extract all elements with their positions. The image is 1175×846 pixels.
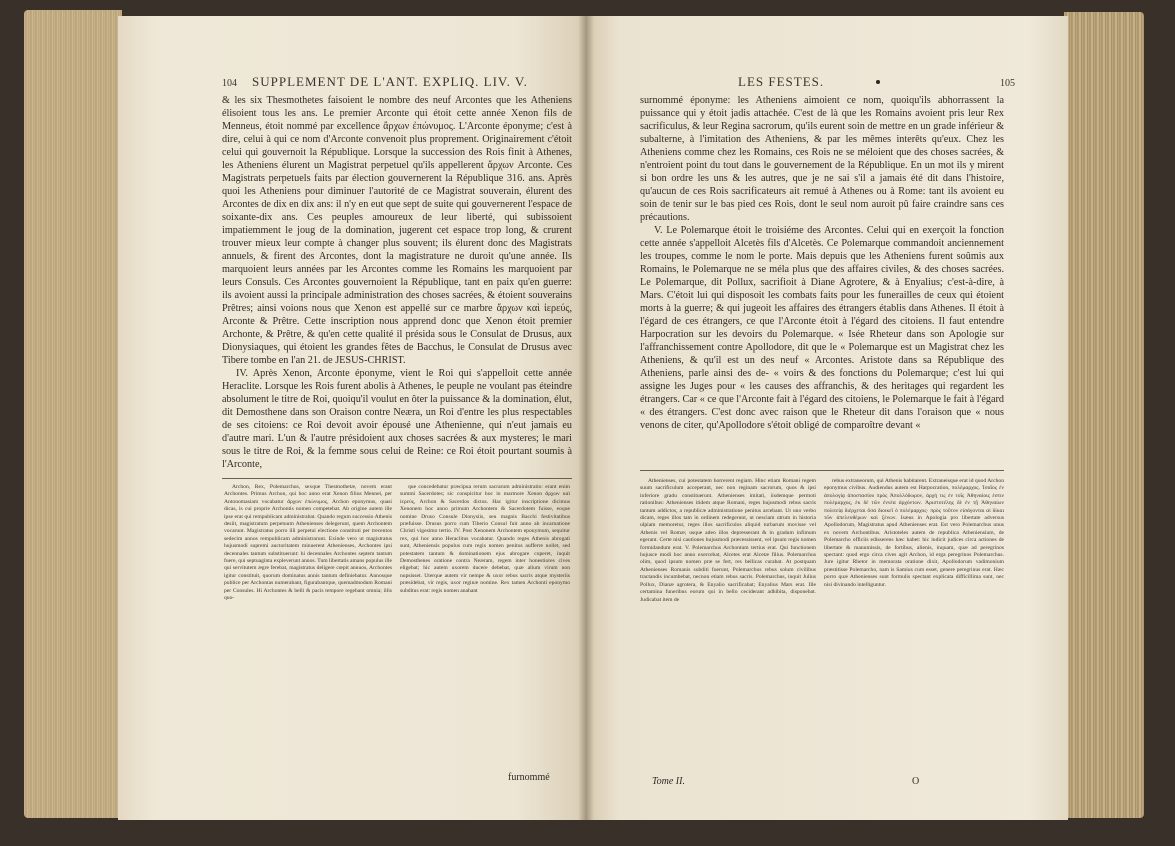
left-note-text-1: Archon, Rex, Polemarchus, sexque Thesmothetæ, novem erant Archontes. Primus Archon, qui hoc anno erat Xenon filius Mennei, per Antonomasiam vocabatur ἄρχων ἐπώνυμος, Archon eponymus, quasi dicas, is cui proprie Archontis nomen competebat. Ab origine autem ille ipse erat qui rempublicam administrabat. Quando regum successio Athenis desiit, magistratum perpetuum Athenienses delegerunt, quem Archontem vocarunt. Magistratus porro illi perpetui electione constituti per trecentos sedecim annos rempublicam administrarunt. Exinde vero ut magistratus hujusmodi supremi auctoritatem minuerent Athenienses, Archontes ipsi decennales tantum substituerunt: hi decennales Archontes septem tantum fuere, qui septuaginta expleverunt annos. Tum libertatis amans populus ille qui servitutem ægre ferebat, magistratus deligere cœpit annuos, Archontes igitur constituit, quorum dominatus annis tantum definiebatur. Annosque publice per Archontas numerabant, figurabantque, quemadmodum Romani per Consules. Hi Archontes & belli & pacis tempore regebant omnia; illis quo- xyxy=(224,484,392,602)
left-paragraph-2: IV. Après Xenon, Arconte éponyme, vient le Roi qui s'appelloit cette année Heraclite. Lorsque les Rois furent abolis à Athenes, le peuple ne voulant pas éteindre absolument le titre de Roi, quoiqu'il voulut en ôter la puissance & la domination, élut, dit Demosthene dans son Oraison contre Neæra, un Roi d'entre les plus respectables de ses citoiens: ce Roi devoit avoir épousé une Athenienne, qui n'eut jamais eu d'autre mari. L'un & l'autre présidoient aux choses sacrées & aux mysteres; le mari sous le titre de Roi, & la femme sous celui de Reine: ce Roi étoit pourtant soumis à l'Arconte, xyxy=(222,368,572,470)
left-running-head: SUPPLEMENT DE L'ANT. EXPLIQ. LIV. V. xyxy=(252,74,528,89)
right-notes-column-1 xyxy=(640,478,816,778)
signature-mark: O xyxy=(912,776,920,787)
right-running-head: LES FESTES. xyxy=(738,74,825,89)
left-paragraph-1: & les six Thesmothetes faisoient le nombre des neuf Arcontes que les Atheniens élisoient tous les ans. Le premier Arconte qui étoit cette année Xenon fils de Menneus, étoit nommé par excellence ἄρχων ἐπώνυμος. L'Arconte éponyme; c'est à dire, celui à qui ce nom d'Arconte convenoit plus proprement. Originairement c'étoit celui qui gouvernoit la République. Lorsque la succession des Rois finit à Athenes, les Atheniens élurent un Magistrat perpetuel qu'ils appellerent ἄρχων Arconte. Ces Magistrats perpetuels faits par élection gouvernerent la République 316. ans. Après quoi les Atheniens pour diminuer l'autorité de ce Magistrat souverain, élurent des Arcontes de dix en dix ans: il n'y en eut que sept de suite qui gouvernerent l'espace de soixante-dix ans. Ces peuples amoureux de leur liberté, qui subissoient impatiemment le joug de la domination, jugerent cet espace trop long, & crurent trouver mieux leur compte à changer plus souvent; ils élurent donc des Magistrats annuels, & firent des Arcontes, dont la magistrature ne duroit qu'une année. Ils marquoient leurs années par les Arcontes comme les Romains les marquoient par leurs Consuls. Ces Arcontes gouvernoient la République, tant en paix qu'en guerre: ils avoient aussi la principale administration des choses sacrées, & étoient souverains Prêtres; ainsi voions nous que Xenon est appellé sur ce marbre ἄρχων καὶ ἱερεύς, Arconte & Prêtre. Cette inscription nous apprend donc que Xenon étoit premier Archonte, & Prêtre, & qu'en cette qualité il présida sous le Consulat de Drusus, aux Dionysiaques, qui étoient les grandes fêtes de Bacchus, le Consulat de Drusus avec Tibere tombe en l'an 21. de JESUS-CHRIST. xyxy=(222,95,572,366)
left-notes-column-1 xyxy=(224,484,392,774)
left-footnote-rule xyxy=(222,478,572,479)
left-fore-edge xyxy=(24,10,122,818)
right-notes-column-2 xyxy=(824,478,1004,778)
ink-dot xyxy=(876,80,880,84)
left-page-number: 104 xyxy=(222,78,237,89)
volume-label: Tome II. xyxy=(652,776,685,787)
right-note-text-1: Athenienses, cui potestatem horrerent regiam. Hinc etiam Romani regem suum sacrificulum acceperant, nec non reginam sacrorum, quos & ipsi inferiore gradu constituerunt. Athenienses imitati, iisdemque permoti rationibus: Athenienses itidem atque Romani, reges hujusmodi rebus sacris tantum addictos, a republicæ administratione penitus arcebant. Ut uno verbo dicam, reges illos tam in ordinem redegerunt, ut nesciam utrum in historia ulpiam memoretur, reges illos sacrificulos aliquid turbarum movisse vel Athenis vel Romæ; usque adeo illos depresserant & in gradum infimum egerant. Certe nisi cautiones hujusmodi præcessissent, vel ipsum regis nomen formidandum erat. V. Polemarchus Archontum tertius erat. Qui functionem hujusce modi hoc anno exercebat, Alcetes erat Alcetæ filius. Polemarchus olim, quod ipsum nomen præ se fert, res bellicas curabat. At postquam Athenienses Romanis subditi fuerunt, Polemarchus rebus solum civilibus tractandis incumbebat, necnon etiam rebus sacris. Polemarchus, inquit Julius Pollux, Dianæ agrotera, & Enyalio sacrificabat; Enyalius Mars erat. Ille certamina funeribus eorum qui in bello ceciderant adhibita, disponebat. Judicabat item de xyxy=(640,478,816,603)
right-footnote-rule xyxy=(640,470,1004,471)
right-note-text-2: rebus extraneorum, qui Athenis habitarent. Extraneisque erat id quod Archon eponymus civibus. Audiendus autem est Harpocration, πολέμαρχος. Ἰσαῖος ἐν ἀπολογίᾳ ἀποστασίου πρὸς Ἀπολλόδωρον, ἀρχή τις ἐν τοῖς Ἀθηναίοις ἐστιν πολέμαρχος, ἐκ δὲ τῶν ἐννέα ἀρχόντων. Ἀριστοτέλης δὲ ἐν τῇ Ἀθηναίων πολιτείᾳ διέρχεται ὅσα διοικεῖ ὁ πολέμαρχος· πρὸς τοῦτον εἰσάγονται αἱ δίκαι τῶν ἀπελευθέρων καὶ ξένων. Isæus in Apologia pro libertate adversus Apollodorum, Magistratus apud Athenienses erat. Est vero Polemarchus unus ex novem Archontibus. Aristoteles autem de republica Atheniensium, de Polemarcho officiis edisserens hæc habet: hic indicit judices circa actiones de libertate & manumissis, de fortibus, alienis, inquam, quæ ad peregrinos spectant: quod ergo circa cives agit Archon, id erga peregrinos Polemarchus. Jure igitur Rhetor in memorata oratione dixit, Apollodorum vadimonium præstitisse Polemarcho, nam is Samius cum esset, genere peregrinus erat. Hæc porro quæ Athenienses sunt formulis spectant explicata difficillima sunt, nec nisi divinando intelliguntur. xyxy=(824,478,1004,588)
left-catchword: furnommé xyxy=(508,772,550,783)
right-fore-edge xyxy=(1064,12,1144,818)
left-note-text-2: que concedebatur præcipua rerum sacrarum administratio: erant enim summi Sacerdotes; sic conspicitur hoc in marmore Xenon ἄρχων καὶ ἱερεύς, Archon & Sacerdos dictus. Hac igitur inscriptione dicimus Xenonem hoc anno primum Archontem & Sacerdotem fuisse, eoque nomine Druso Consule Dionysiis, seu magnis Bacchi festivitatibus præfuisse. Drusus porro cum Tiberio Consul fuit anno ab incarnatione Christi vigesimo tertio. IV. Post Xenonem Archontem eponymum, sequitur rex, qui hoc anno Heraclitus vocabatur. Quando reges Athenis abrogati sunt, Atheniensis populus cum regis nomen penitus aufferre nollet, sed potestatem tantum & dominationem ejus abrogare cuperet, inquit Demosthenes oratione contra Neæram, regem inter honestiores cives eligebat; hic autem uxorem ducere debebat, quæ alium virum non nupsisset. Uterque autem vir nempe & uxor rebus sacris atque mysteriis præsidebat, vir regis, uxor reginæ nomine. Rex tamen Archonti eponymo subditus erat: regis nomen anahant xyxy=(400,484,570,594)
left-main-text xyxy=(222,94,572,472)
left-notes-column-2 xyxy=(400,484,570,774)
right-main-text xyxy=(640,94,1004,462)
right-paragraph-2: V. Le Polemarque étoit le troisiéme des Arcontes. Celui qui en exerçoit la fonction cette année s'appelloit Alcetès fils d'Alcetès. Ce Polemarque commandoit anciennement les troupes, comme le nom le porte. Mais depuis que les Atheniens furent soûmis aux Romains, le Polemarque ne se méla plus que des affaires civiles, & des choses sacrées. Le Polemarque, dit Pollux, sacrifioit à Diane Agrotere, & à Enyalius; c'est-à-dire, à Mars. C'étoit lui qui disposoit les combats faits pour les funerailles de ceux qui étoient morts à la guerre; & qui jugeoit les affaires des étrangers établis dans Athenes. Il étoit à l'égard de ces étrangers, ce que l'Arconte étoit à l'égard des citoiens. Il faut entendre Harpocration sur les devoirs du Polemarque. « Isée Rheteur dans son Apologie sur l'affranchissement contre Apollodore, dit que le « Polemarque est un Magistrat chez les Atheniens, & qu'il est un des neuf « Arcontes. Aristote dans sa République des Atheniens, parle ainsi des de- « voirs & des fonctions du Polemarque; c'est lui qui assigne les Juges pour « les causes des affranchis, & des heritages qui regardent les étrangers. Car « ce que l'Arconte fait à l'égard des citoiens, le Polemarque le fait à l'égard « des étrangers. C'est donc avec raison que le Rheteur dit dans l'oraison que « nous venons de citer, qu'Apollodore s'étoit obligé de comparoître devant « xyxy=(640,225,1004,431)
right-page-number: 105 xyxy=(1000,78,1015,89)
book-gutter xyxy=(578,16,594,820)
right-paragraph-1: surnommé éponyme: les Atheniens aimoient ce nom, quoiqu'ils abhorrassent la puissance qui y étoit jadis attachée. C'est de là que les Romains avoient pris leur Rex sacrificulus, & leur Regina sacrorum, qu'ils eurent soin de mettre en un grade inférieur & subalterne, à l'imitation des Atheniens, & par les mêmes interêts qu'eux. Chez les Atheniens comme chez les Romains, ces Rois ne se méloient que des choses sacrées, & n'entroient point du tout dans le gouvernement de la République. En un mot ils y mirent si bon ordre les uns & les autres, que je ne sai s'il a jamais été dit dans l'histoire, qu'aucun de ces Rois sacrificateurs ait remué à Athenes ou à Rome: tant ils avoient eu soin de tenir sur le bas pied ces Rois, dont le seul nom auroit pû faire craindre sans ces précautions. xyxy=(640,95,1004,223)
